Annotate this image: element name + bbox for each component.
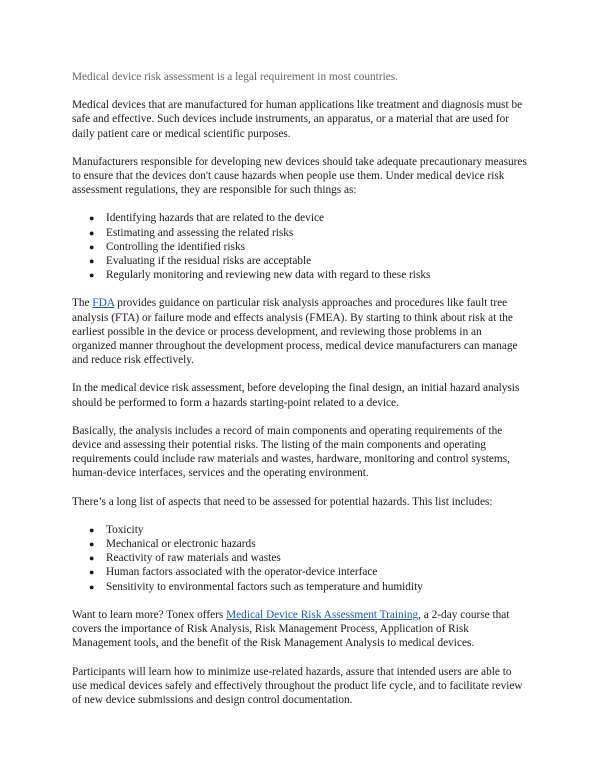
bullet-icon: ● [89, 241, 95, 252]
paragraph-fda: The FDA provides guidance on particular risk analysis approaches and procedures like fault tree analysis (FTA) or failure mode and effects analysis (FMEA). By starting to think about risk at the earliest possible in the device or process development, and reviewing those problems in an organized manner throughout the development process, medical device manufacturers can manage and reduce risk effectively. [72, 297, 518, 367]
paragraph-hazard-analysis: In the medical device risk assessment, before developing the final design, an initial hazard analysis should be performed to form a hazards starting-point related to a device. [72, 382, 520, 409]
paragraph-aspects: There’s a long list of aspects that need to be assessed for potential hazards. This list includes: [72, 495, 493, 508]
list-item: ● Controlling the identified risks [89, 240, 245, 253]
list-item: ● Regularly monitoring and reviewing new data with regard to these risks [89, 269, 431, 282]
list-item: ● Human factors associated with the operator-device interface [89, 566, 378, 579]
bullet-icon: ● [89, 581, 95, 592]
article-body [72, 70, 528, 721]
list-item: ● Sensitivity to environmental factors such as temperature and humidity [89, 580, 423, 593]
training-link[interactable]: Medical Device Risk Assessment Training [226, 608, 419, 621]
bullet-icon: ● [89, 213, 95, 224]
list-item: ● Mechanical or electronic hazards [89, 538, 256, 551]
fda-link[interactable]: FDA [92, 297, 115, 310]
paragraph-components: Basically, the analysis includes a record of main components and operating requirements of the device and assessing their potential risks. The listing of the main components and operating requirements could include raw materials and wastes, hardware, monitoring and control systems, human-device interfaces, services and the operating environment. [72, 424, 510, 480]
bullet-icon: ● [89, 567, 95, 578]
hazards-list [72, 523, 528, 594]
list-item: ● Reactivity of raw materials and wastes [89, 552, 281, 565]
list-item: ● Estimating and assessing the related risks [89, 226, 294, 239]
paragraph-participants: Participants will learn how to minimize use-related hazards, assure that intended users are able to use medical devices safely and effectively throughout the product life cycle, and to facilitate review of new device submissions and design control documentation. [72, 665, 523, 706]
bullet-icon: ● [89, 539, 95, 550]
paragraph-intro: Medical devices that are manufactured for human applications like treatment and diagnosis must be safe and effective. Such devices include instruments, an apparatus, or a material that are used for daily patient care or medical scientific purposes. [72, 99, 523, 140]
bullet-icon: ● [89, 256, 95, 267]
list-item: ● Identifying hazards that are related to the device [89, 212, 324, 225]
list-item: ● Toxicity [89, 523, 144, 536]
bullet-icon: ● [89, 227, 95, 238]
bullet-icon: ● [89, 524, 95, 535]
bullet-icon: ● [89, 270, 95, 281]
bullet-icon: ● [89, 553, 95, 564]
subtitle: Medical device risk assessment is a legal requirement in most countries. [72, 71, 398, 83]
responsibilities-list [72, 211, 528, 282]
list-item: ● Evaluating if the residual risks are acceptable [89, 255, 312, 268]
paragraph-manufacturers: Manufacturers responsible for developing new devices should take adequate precautionary measures to ensure that the devices don't cause hazards when people use them. Under medical device risk assessment regulations, they are responsible for such things as: [72, 155, 527, 197]
paragraph-training: Want to learn more? Tonex offers Medical Device Risk Assessment Training, a 2-day course that covers the importance of Risk Analysis, Risk Management Process, Application of Risk Management tools, and the benefit of the Risk Management Analysis to medical devices. [72, 608, 510, 650]
